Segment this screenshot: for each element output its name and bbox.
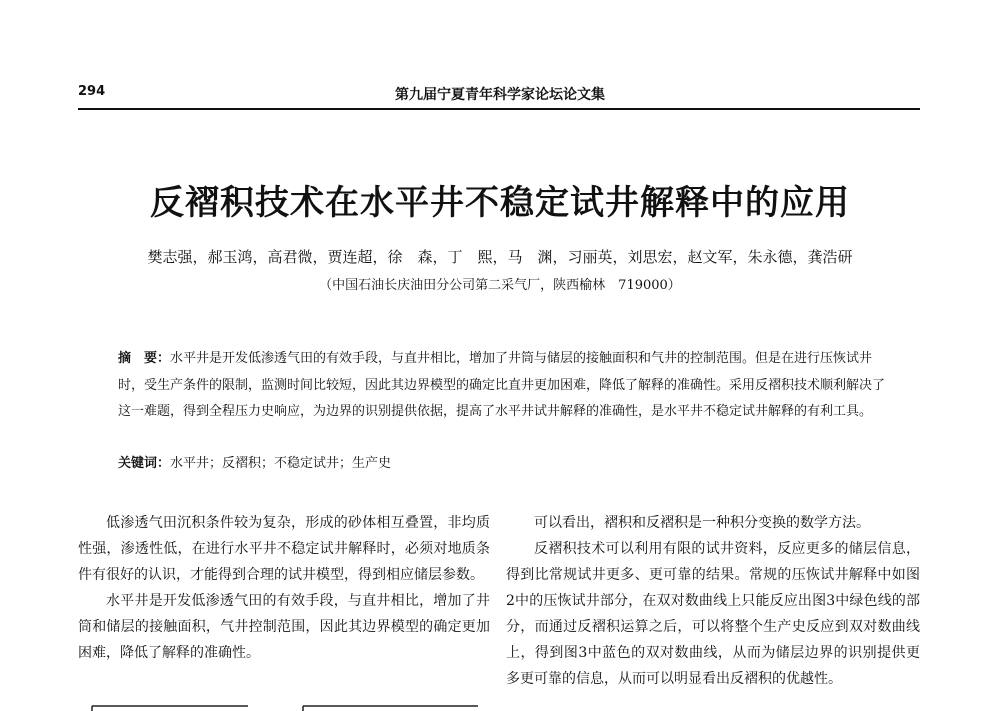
body-column-left — [78, 510, 490, 666]
affiliation: （中国石油长庆油田分公司第二采气厂，陕西榆林 719000） — [319, 278, 681, 293]
running-header: 第九届宁夏青年科学家论坛论文集 — [395, 87, 605, 103]
body-column-right — [506, 510, 920, 692]
paragraph: 低渗透气田沉积条件较为复杂，形成的砂体相互叠置，非均质性强，渗透性低，在进行水平井不稳定试井解释时，必须对地质条件有很好的认识，才能得到合理的试井模型，得到相应储层参数。 — [78, 515, 490, 583]
abstract — [118, 346, 886, 426]
paragraph: 可以看出，褶积和反褶积是一种积分变换的数学方法。 — [534, 515, 870, 531]
author-list: 樊志强，郝玉鸿，高君微，贾连超，徐 森，丁 熙，马 渊，习丽英，刘思宏，赵文军，朱永德，龚浩研 — [147, 248, 853, 266]
keywords — [118, 452, 886, 471]
keywords-label: 关键词： — [118, 456, 171, 471]
paragraph: 水平井是开发低渗透气田的有效手段，与直井相比，增加了井筒和储层的接触面积，气井控制范围，因此其边界模型的确定更加困难，降低了解释的准确性。 — [78, 593, 490, 661]
header-rule — [78, 108, 920, 110]
abstract-text: 水平井是开发低渗透气田的有效手段，与直井相比，增加了井筒与储层的接触面积和气井的控制范围。但是在进行压恢试井时，受生产条件的限制，监测时间比较短，因此其边界模型的确定比直井更加困难，降低了解释的准确性。采用反褶积技术顺利解决了这一难题，得到全程压力史响应，为边界的识别提供依据，提高了水平井试井解释的准确性，是水平井不稳定试井解释的有利工具。 — [118, 351, 886, 419]
figure-top-edge — [78, 702, 490, 711]
page-number: 294 — [78, 84, 106, 99]
paper-title: 反褶积技术在水平井不稳定试井解释中的应用 — [150, 183, 850, 223]
abstract-label: 摘 要： — [118, 351, 171, 366]
paragraph: 反褶积技术可以利用有限的试井资料，反应更多的储层信息，得到比常规试井更多、更可靠的结果。常规的压恢试井解释中如图2中的压恢试井部分，在双对数曲线上只能反应出图3中绿色线的部分，而通过反褶积运算之后，可以将整个生产史反应到双对数曲线上，得到图3中蓝色的双对数曲线，从而为储层边界的识别提供更多更可靠的信息，从而可以明显看出反褶积的优越性。 — [506, 541, 920, 687]
keywords-text: 水平井；反褶积；不稳定试井；生产史 — [170, 456, 392, 471]
